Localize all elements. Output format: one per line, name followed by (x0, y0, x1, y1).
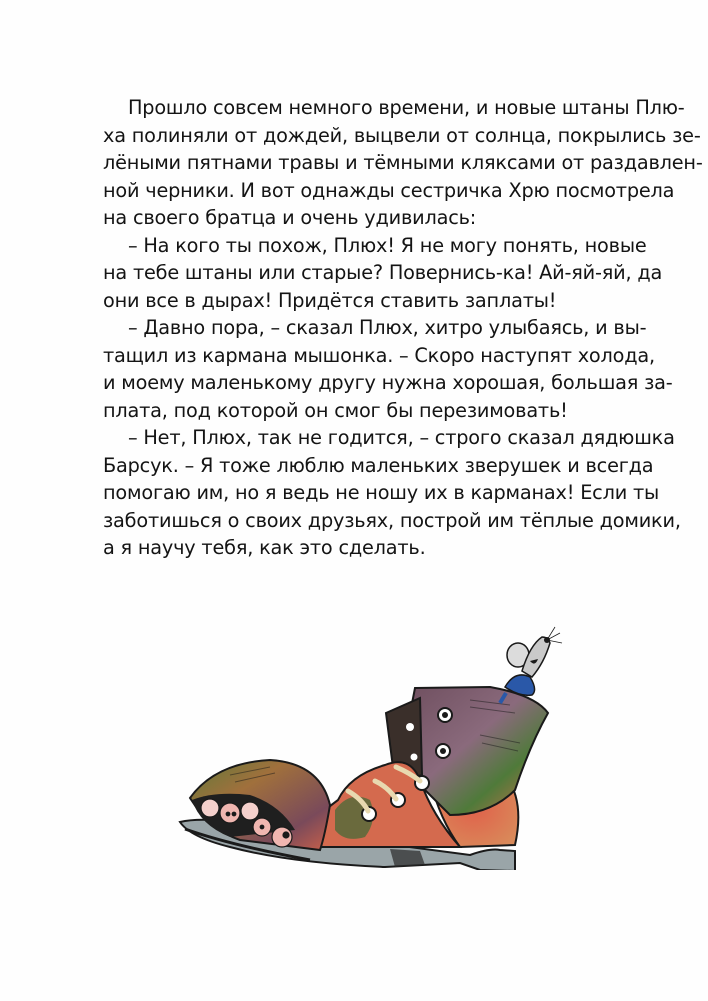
text-line: на тебе штаны или старые? Повернись-ка! Ай-яй-яй, да (103, 261, 663, 284)
text-line: Барсук. – Я тоже люблю маленьких зверушек и всегда (103, 453, 654, 477)
old-boot-with-mice-icon (170, 615, 590, 870)
text-line: заботишься о своих друзьях, построй им тёплые домики, (103, 508, 681, 532)
boot-illustration (170, 615, 590, 870)
text-line: они все в дырах! Придётся ставить заплаты! (103, 288, 557, 312)
text-line: на своего братца и очень удивилась: (103, 206, 477, 229)
text-line: плата, под которой он смог бы перезимовать! (103, 398, 568, 422)
text-line: – На кого ты похож, Плюх! Я не могу понять, новые (128, 233, 647, 257)
text-line: и моему маленькому другу нужна хорошая, большая за- (103, 371, 673, 394)
text-line: – Давно пора, – сказал Плюх, хитро улыбаясь, и вы- (128, 316, 647, 339)
text-line: Прошло совсем немного времени, и новые штаны Плю- (128, 96, 685, 119)
text-line: лёными пятнами травы и тёмными кляксами от раздавлен- (103, 151, 703, 174)
text-line: ха полиняли от дождей, выцвели от солнца, покрылись зе- (103, 123, 701, 147)
text-line: ной черники. И вот однажды сестричка Хрю посмотрела (103, 178, 675, 202)
text-line: – Нет, Плюх, так не годится, – строго сказал дядюшка (128, 426, 675, 449)
text-line: помогаю им, но я ведь не ношу их в карманах! Если ты (103, 481, 660, 504)
text-line: а я научу тебя, как это сделать. (103, 536, 426, 559)
text-line: тащил из кармана мышонка. – Скоро наступят холода, (103, 343, 655, 367)
story-text (103, 94, 703, 562)
